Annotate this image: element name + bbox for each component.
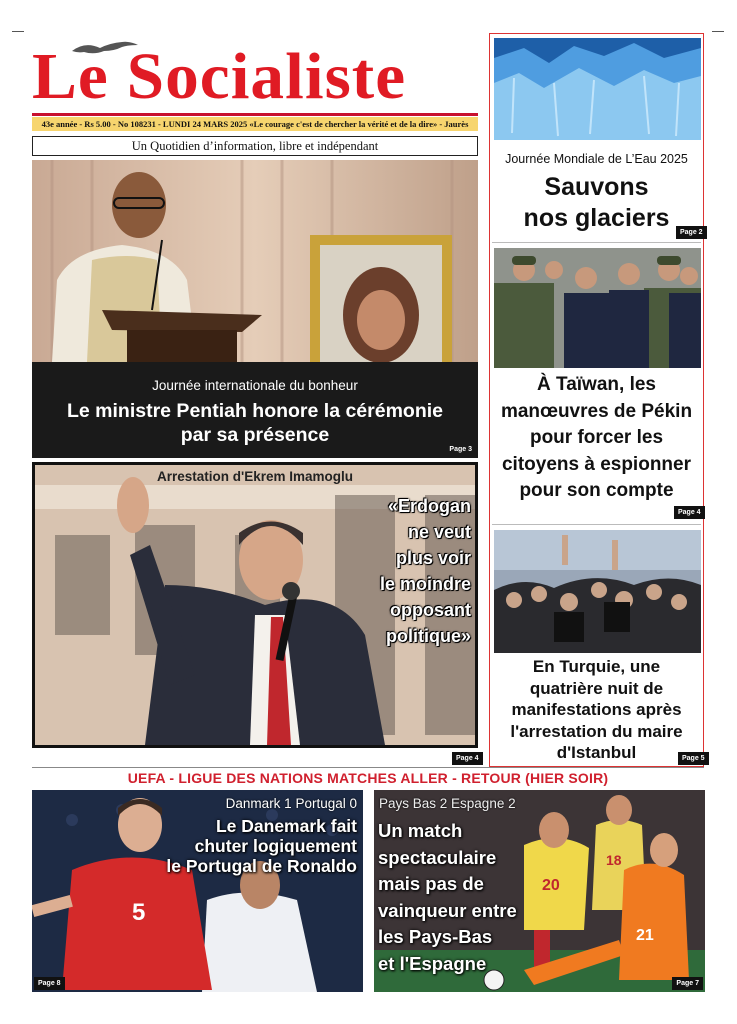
lead-kicker: Journée internationale du bonheur xyxy=(152,378,358,393)
right-match-headline-line: et l'Espagne xyxy=(378,952,487,974)
quote-line: «Erdogan xyxy=(387,496,471,516)
taiwan-photo[interactable] xyxy=(494,248,701,368)
page-tag: Page 8 xyxy=(34,977,65,990)
quote-line: opposant xyxy=(390,600,471,620)
turquie-headline-line: quatrière nuit de xyxy=(529,678,664,698)
column-divider xyxy=(492,242,701,243)
left-match-headline-line: chuter logiquement xyxy=(194,836,357,856)
glacier-headline[interactable] xyxy=(489,172,704,234)
taiwan-headline-line: citoyens à espionner xyxy=(501,453,691,475)
taiwan-headline-line: pour forcer les xyxy=(529,427,664,448)
taiwan-headline-line: pour son compte xyxy=(519,480,674,501)
left-match-score: Danmark 1 Portugal 0 xyxy=(225,796,357,811)
right-match-headline-line: mais pas de xyxy=(378,873,484,894)
lead-panel xyxy=(32,362,478,458)
glacier-photo[interactable] xyxy=(494,38,701,140)
imamoglu-kicker: Arrestation d'Ekrem Imamoglu xyxy=(156,469,353,484)
paysbas-espagne-photo[interactable] xyxy=(374,790,705,992)
crop-mark xyxy=(712,31,724,32)
crop-mark xyxy=(12,31,24,32)
page-tag: Page 3 xyxy=(449,446,472,453)
turquie-headline-line: En Turquie, une xyxy=(532,657,661,676)
lead-headline-line: Le ministre Pentiah honore la cérémonie xyxy=(66,400,444,422)
issue-meta: 43e année - Rs 5.00 - No 108231 - LUNDI 24 MARS 2025 «Le courage c'est de chercher la vérité et de la dire» - Jaurès xyxy=(32,117,478,131)
taiwan-headline[interactable] xyxy=(489,372,704,505)
page-tag: Page 7 xyxy=(672,977,703,990)
right-match-headline-line: Un match xyxy=(378,820,463,841)
svg-text:18: 18 xyxy=(606,852,622,868)
masthead-rule xyxy=(32,113,478,116)
svg-text:21: 21 xyxy=(636,927,654,944)
right-match-headline-line: spectaculaire xyxy=(378,846,497,868)
quote-line: le moindre xyxy=(379,574,471,594)
page-tag: Page 4 xyxy=(452,752,483,765)
page-tag: Page 5 xyxy=(678,752,709,765)
quote-line: plus voir xyxy=(395,548,471,568)
lead-photo[interactable] xyxy=(32,160,478,362)
glacier-headline-line: Sauvons xyxy=(544,173,649,201)
quote-line: politique» xyxy=(386,626,471,646)
left-match-headline-line: Le Danemark fait xyxy=(215,816,357,836)
protest-photo[interactable] xyxy=(494,530,701,653)
glacier-headline-line: nos glaciers xyxy=(523,204,670,232)
turquie-headline[interactable] xyxy=(489,656,704,764)
right-match-headline[interactable] xyxy=(378,818,517,977)
glacier-kicker: Journée Mondiale de L’Eau 2025 xyxy=(505,152,688,166)
uefa-section-title: UEFA - LIGUE DES NATIONS MATCHES ALLER - RETOUR (HIER SOIR) xyxy=(127,770,609,786)
right-match-headline-line: les Pays-Bas xyxy=(378,926,493,947)
masthead-title: Le Socialiste xyxy=(32,40,407,113)
turquie-headline-line: manifestations après xyxy=(511,700,682,719)
svg-text:20: 20 xyxy=(542,877,560,894)
right-match-headline-line: vainqueur entre xyxy=(378,899,517,921)
page-tag: Page 2 xyxy=(676,226,707,239)
quote-line: ne veut xyxy=(407,522,471,542)
left-match-headline[interactable] xyxy=(166,816,357,876)
right-match-score: Pays Bas 2 Espagne 2 xyxy=(379,796,516,811)
section-rule xyxy=(32,767,704,768)
erdogan-quote[interactable] xyxy=(301,493,471,649)
svg-text:5: 5 xyxy=(132,899,146,926)
denmark-portugal-photo[interactable] xyxy=(32,790,363,992)
tagline: Un Quotidien d’information, libre et indépendant xyxy=(32,136,478,156)
imamoglu-photo[interactable] xyxy=(32,462,478,748)
taiwan-headline-line: À Taïwan, les xyxy=(537,374,656,395)
lead-headline-line: par sa présence xyxy=(180,424,330,446)
page-tag: Page 4 xyxy=(674,506,705,519)
left-match-headline-line: le Portugal de Ronaldo xyxy=(166,856,357,876)
column-divider xyxy=(492,524,701,525)
lead-headline[interactable] xyxy=(32,399,478,447)
turquie-headline-line: d'Istanbul xyxy=(556,743,637,762)
turquie-headline-line: l'arrestation du maire xyxy=(510,721,683,741)
taiwan-headline-line: manœuvres de Pékin xyxy=(500,400,693,422)
